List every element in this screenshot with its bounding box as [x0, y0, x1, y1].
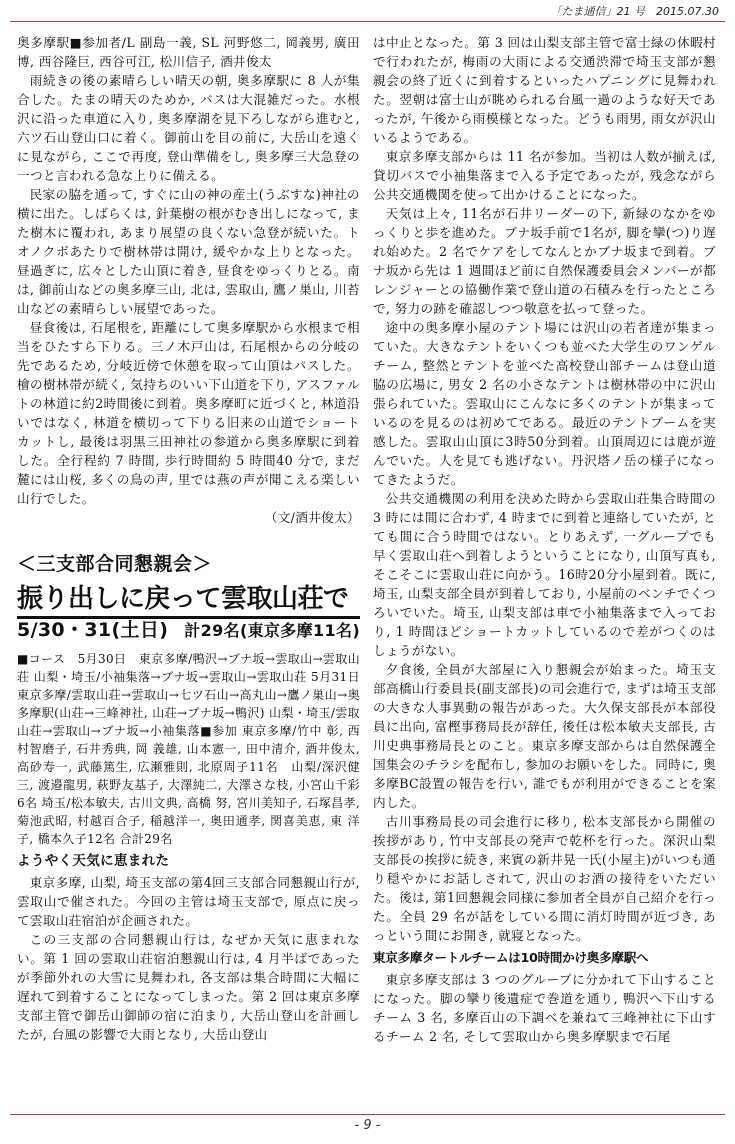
- right-column: [373, 33, 716, 1111]
- hike-paragraph-1: 雨続きの後の素晴らしい晴天の朝, 奥多摩駅に 8 人が集合した。たまの晴天のためか, バスは大混雑だった。水根沢に沿った車道に入り, 奥多摩湖を見下ろしながら進むと, 六ツ石山登山口に着く。御前山を目の前に, 大岳山を遠くに見ながら, ここで再度, 登山準備をし, 奥多摩三大急登の一つと言われる急な上りに備える。: [17, 73, 360, 183]
- newsletter-header: 「たま通信」21 号 2015.07.30: [550, 5, 719, 18]
- article-paragraph-3: は中止となった。第 3 回は山梨支部主管で富士緑の休暇村で行われたが, 梅雨の大雨による交通渋滞で埼玉支部が懇親会の終了近くに到着するといったハプニングに見舞われた。翌朝は富士山が眺められる台風一過のような好天であったが, 午後から雨模様となった。どうも雨男, 雨女が沢山いるようである。: [373, 35, 716, 145]
- article-paragraph-6: 途中の奥多摩小屋のテント場には沢山の若者達が集まっていた。大きなテントをいくつも並べた大学生のワンゲルチーム, 整然とテントを並べた高校登山部チームは登山道脇の広場に, 男女 2 名の小さなテントは樹林帯の中に沢山張られていた。雲取山にこんなに多くのテントが集まっているのを見るのは初めてである。最近のテントブームを実感した。雲取山山頂に3時50分到着。山頂周辺には鹿が遊んでいた。人を見ても逃げない。丹沢塔ノ岳の様子になってきたようだ。: [373, 320, 716, 487]
- article-paragraph-9: 古川事務局長の司会進行に移り, 松本支部長から開催の挨拶があり, 竹中支部長の発声で乾杯を行った。深沢山梨支部長の挨拶に続き, 来賓の新井晃一氏(小屋主)がいつも通り穏やかにお話しされて, 沢山のお酒の接待をいただいた。後は, 第1回懇親会同様に参加者全員が自己紹介を行った。全員 29 名が話をしている間に消灯時間が近づき, あっという間にお開き, 就寝となった。: [373, 814, 716, 943]
- hike-paragraph-2: 民家の脇を通って, すぐに山の神の産土(うぶすな)神社の横に出た。しばらくは, 針葉樹の根がむき出しになって, また樹木に覆われ, あまり展望の良くない急登が続いた。トオノクボあたりで樹林帯は開け, 緩やかな上りとなった。昼過ぎに, 広々とした山頂に着き, 昼食をゆっくりとる。南は, 御前山などの奥多摩三山, 北は, 雲取山, 鷹ノ巣山, 川苔山などの素晴らしい展望であった。: [17, 187, 360, 316]
- article-date-row: [17, 621, 360, 640]
- header-rule: [10, 21, 725, 22]
- footer-rule: [10, 1114, 725, 1115]
- hike-members: 奥多摩駅■参加者/L 副島一義, SL 河野悠二, 岡義男, 廣田博, 西谷隆巨, 西谷可江, 松川信子, 酒井俊太: [17, 35, 360, 69]
- article-paragraph-2: この三支部の合同懇親山行は, なぜか天気に恵まれない。第 1 回の雲取山荘宿泊懇親山行は, 4 月半ばであったが季節外れの大雪に見舞われ, 各支部は集合時間に大幅に遅れて到着することになってしまった。第 2 回は東京多摩支部主管で御岳山御師の宿に泊まり, 大岳山登山を計画したが, 台風の影響で大雨となり, 大岳山登山: [17, 932, 360, 1042]
- article-participant-total: 計29名(東京多摩11名): [184, 621, 360, 640]
- article-paragraph-8: 夕食後, 全員が大部屋に入り懇親会が始まった。埼玉支部高橋山行委員長(副支部長)の司会進行で, まずは埼玉支部の大きな人事異動の報告があった。大久保支部長が本部役員に出向, 富樫事務局長が辞任, 後任は松本敏夫支部長, 古川史典事務局長とのこと。東京多摩支部からは自然保護全国集会のチラシを配布し, 参加のお願いをした。同時に, 奥多摩BC設置の報告を行い, 誰でもが利用ができることを案内した。: [373, 662, 716, 810]
- subheading-weather: ようやく天気に恵まれた: [17, 853, 170, 869]
- course-and-participants: ■コース 5月30日 東京多摩/鴨沢→ブナ坂→雲取山→雲取山荘 山梨・埼玉/小袖集落→ブナ坂→雲取山→雲取山荘 5月31日 東京多摩/雲取山荘→雲取山→七ツ石山→高丸山→鷹ノ巣山→奥多摩駅(山荘→三峰神社, 山荘→ブナ坂→鴨沢) 山梨・埼玉/雲取山荘→雲取山→ブナ坂→小袖集落■参加 東京多摩/竹中 彰, 西村智磨子, 石井秀典, 岡 義雄, 山本憲一, 田中清介, 酒井俊太, 高砂寿一, 武藤篤生, 広瀬雅則, 北原周子11名 山梨/深沢健三, 渡邉龍男, 萩野友基子, 大澤純二, 大澤さな枝, 小宮山千彩 6名 埼玉/松本敏夫, 古川文典, 高橋 努, 宮川美知子, 石塚昌孝, 菊池武昭, 村越百合子, 稲越洋一, 奥田通孝, 関喜美恵, 東 洋子, 橋本久子12名 合計29名: [17, 652, 373, 846]
- subheading-turtle-team: 東京多摩タートルチームは10時間かけ奥多摩駅へ: [373, 950, 649, 965]
- hike-paragraph-3: 昼食後は, 石尾根を, 距離にして奥多摩駅から水根まで相当をひたすら下りる。三ノ木戸山は, 石尾根からの分岐の先であるため, 分岐近傍で休憩を取って山頂はパスした。檜の樹林帯が続く, 気持ちのいい下山道を下り, アスファルトの林道に約2時間後に到着。奥多摩町に近づくと, 林道沿いではなく, 林道を横切って下りる旧来の山道でショートカットし, 最後は羽黒三田神社の参道から奥多摩駅に到着した。全行程約 7 時間, 歩行時間約 5 時間40 分で, まだ麓には山桜, 多くの鳥の声, 里では燕の声が聞こえる楽しい山行でした。: [17, 320, 360, 506]
- left-column: [17, 33, 373, 1111]
- article-paragraph-7: 公共交通機関の利用を決めた時から雲取山荘集合時間の 3 時には間に合わず, 4 時までに到着と連絡していたが, とても間に合う時間ではない。とりあえず, 一グループでも早く雲取山荘へ到着しようということになり, 山頂写真も, そこそこに雲取山荘に向かう。16時20分小屋到着。既に, 埼玉, 山梨支部全員が到着しており, 小屋前のベンチでくつろいでいた。埼玉, 山梨支部は車で小袖集落まで入っており, 1 時間ほどショートカットしているので差がつくのはしょうがない。: [373, 491, 716, 658]
- article-paragraph-4: 東京多摩支部からは 11 名が参加。当初は人数が揃えば, 貸切バスで小袖集落まで入る予定であったが, 残念ながら公共交通機関を使って出かけることになった。: [373, 149, 716, 202]
- page-number: - 9 -: [354, 1118, 381, 1133]
- article-date: 5/30・31(土日): [17, 619, 169, 641]
- section-title: ＜三支部合同懇親会＞: [17, 553, 213, 575]
- hike-signature: （文/酒井俊太）: [264, 510, 360, 525]
- article-paragraph-5: 天気は上々, 11名が石井リーダーの下, 新緑のなかをゆっくりと歩を進めた。ブナ坂手前で1名が, 脚を攣(つ)り遅れ始めた。2 名でケアをしてなんとかブナ坂まで到着。ブナ坂から先は 1 週間ほど前に自然保護委員会メンバーが都レンジャーとの協働作業で登山道の石積みを行ったところで, 努力の跡を確認しつつ敬意を払って登った。: [373, 206, 716, 316]
- article-title: 振り出しに戻って雲取山荘で: [17, 583, 360, 619]
- article-paragraph-10: 東京多摩支部は 3 つのグループに分かれて下山することになった。脚の攣り後遺症で巻道を通り, 鴨沢へ下山するチーム 3 名, 多摩百山の下調べを兼ねて三峰神社に下山するチーム 2 名, そして雲取山から奥多摩駅まで石尾: [373, 972, 716, 1044]
- article-paragraph-1: 東京多摩, 山梨, 埼玉支部の第4回三支部合同懇親山行が, 雲取山で催された。今回の主管は埼玉支部で, 原点に戻って雲取山荘宿泊が企画された。: [17, 875, 360, 928]
